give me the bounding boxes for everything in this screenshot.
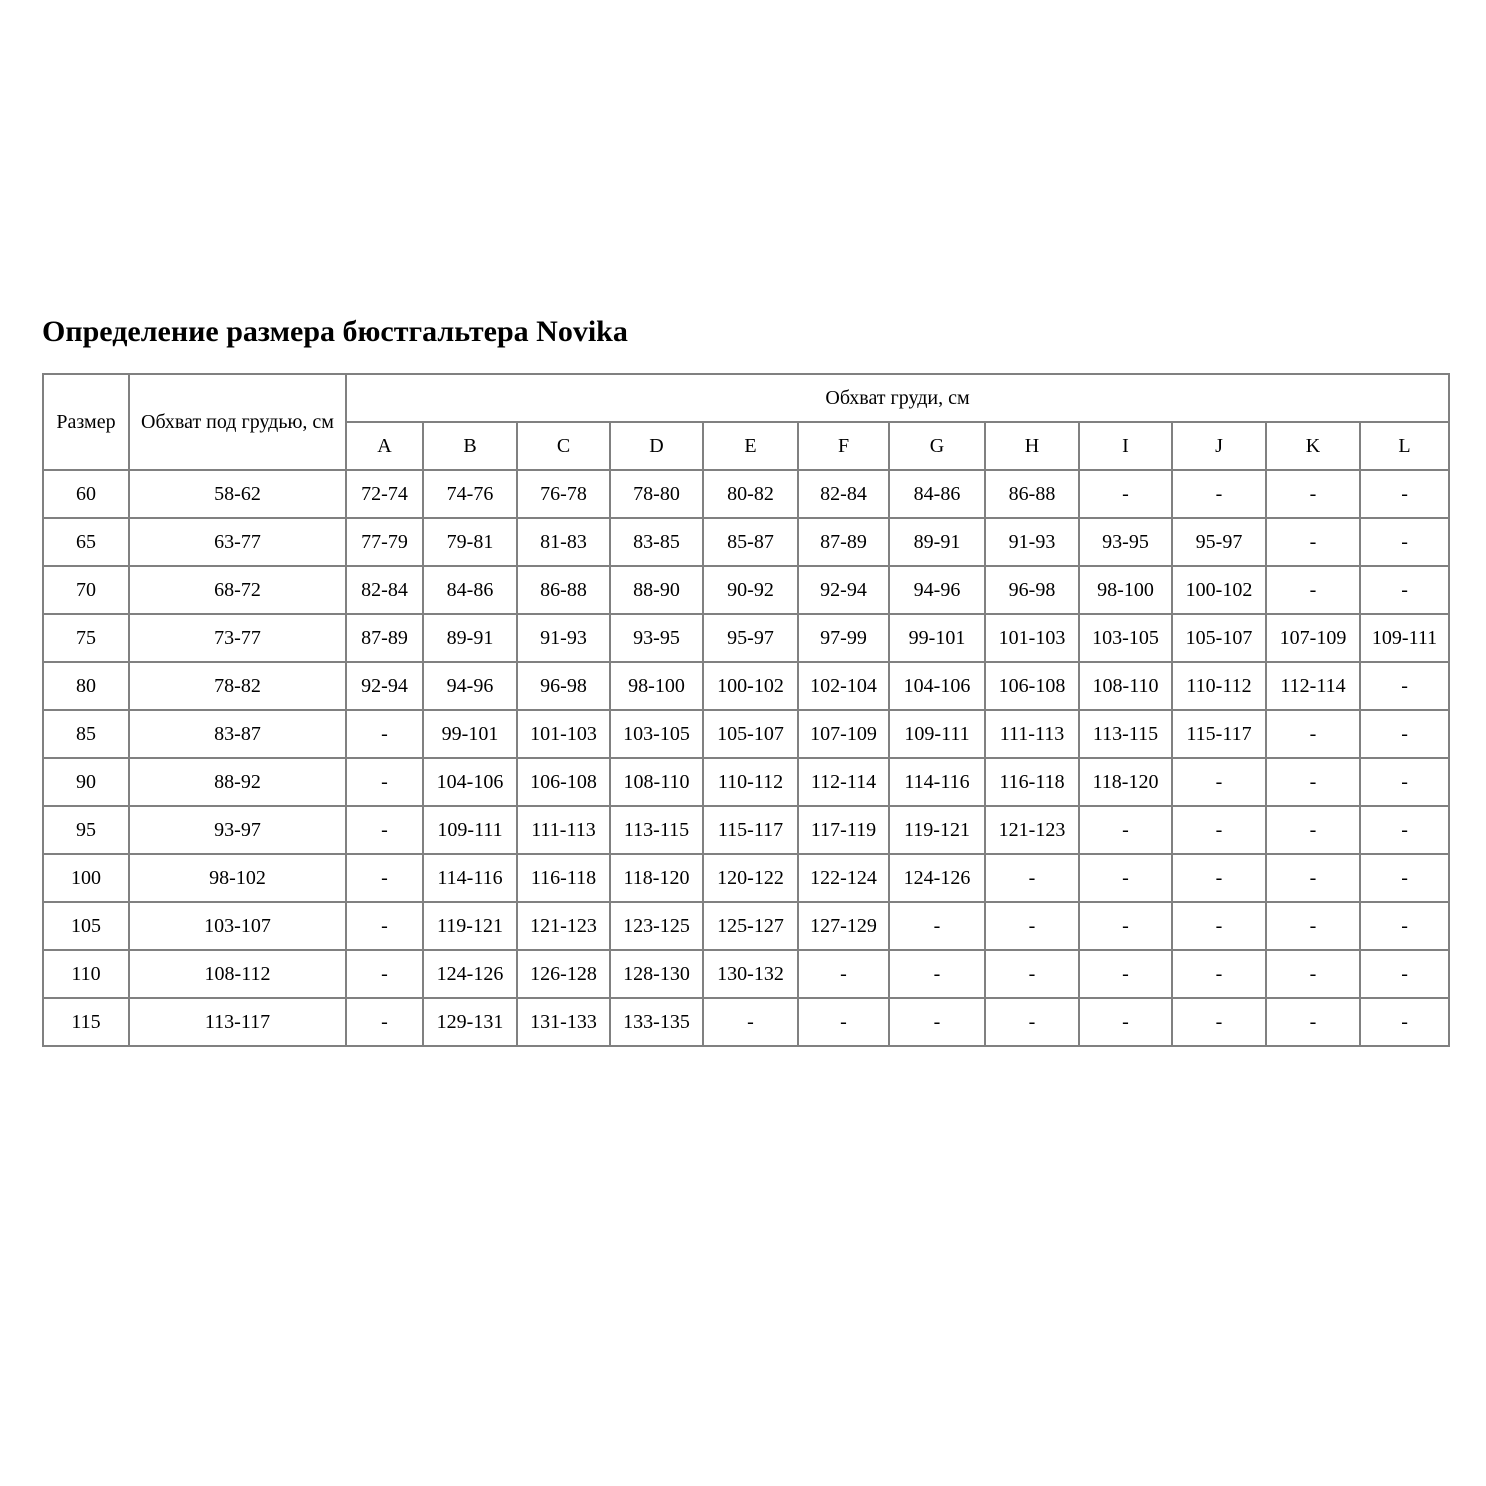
page-title: Определение размера бюстгальтера Novika bbox=[42, 315, 628, 348]
cup-range-cell: 129-131 bbox=[423, 998, 517, 1046]
cup-range-cell: - bbox=[703, 998, 798, 1046]
cup-range-cell: - bbox=[1360, 998, 1449, 1046]
header-cup-h: H bbox=[985, 422, 1079, 470]
cup-range-cell: 120-122 bbox=[703, 854, 798, 902]
cup-range-cell: 99-101 bbox=[423, 710, 517, 758]
header-row-top bbox=[43, 374, 1449, 422]
cup-range-cell: 124-126 bbox=[423, 950, 517, 998]
cup-range-cell: 114-116 bbox=[423, 854, 517, 902]
cup-range-cell: 119-121 bbox=[423, 902, 517, 950]
cup-range-cell: - bbox=[346, 806, 423, 854]
cup-range-cell: 118-120 bbox=[610, 854, 703, 902]
cup-range-cell: 93-95 bbox=[1079, 518, 1172, 566]
header-cup-c: C bbox=[517, 422, 610, 470]
size-cell: 85 bbox=[43, 710, 129, 758]
cup-range-cell: 77-79 bbox=[346, 518, 423, 566]
cup-range-cell: 80-82 bbox=[703, 470, 798, 518]
cup-range-cell: - bbox=[1172, 902, 1266, 950]
cup-range-cell: - bbox=[798, 950, 889, 998]
cup-range-cell: - bbox=[346, 950, 423, 998]
cup-range-cell: 109-111 bbox=[423, 806, 517, 854]
cup-range-cell: - bbox=[1079, 950, 1172, 998]
cup-range-cell: 78-80 bbox=[610, 470, 703, 518]
cup-range-cell: 93-95 bbox=[610, 614, 703, 662]
cup-range-cell: 106-108 bbox=[517, 758, 610, 806]
cup-range-cell: 115-117 bbox=[703, 806, 798, 854]
cup-range-cell: - bbox=[889, 998, 985, 1046]
underbust-cell: 98-102 bbox=[129, 854, 346, 902]
header-cup-k: K bbox=[1266, 422, 1360, 470]
cup-range-cell: - bbox=[1172, 806, 1266, 854]
cup-range-cell: 82-84 bbox=[346, 566, 423, 614]
size-cell: 105 bbox=[43, 902, 129, 950]
cup-range-cell: 131-133 bbox=[517, 998, 610, 1046]
table-row bbox=[43, 566, 1449, 614]
cup-range-cell: 83-85 bbox=[610, 518, 703, 566]
cup-range-cell: 92-94 bbox=[798, 566, 889, 614]
header-cup-a: A bbox=[346, 422, 423, 470]
cup-range-cell: - bbox=[346, 758, 423, 806]
cup-range-cell: 84-86 bbox=[423, 566, 517, 614]
cup-range-cell: 111-113 bbox=[517, 806, 610, 854]
cup-range-cell: 112-114 bbox=[798, 758, 889, 806]
size-cell: 100 bbox=[43, 854, 129, 902]
cup-range-cell: 95-97 bbox=[1172, 518, 1266, 566]
cup-range-cell: 117-119 bbox=[798, 806, 889, 854]
cup-range-cell: - bbox=[1266, 950, 1360, 998]
cup-range-cell: - bbox=[1266, 806, 1360, 854]
header-cup-d: D bbox=[610, 422, 703, 470]
cup-range-cell: 130-132 bbox=[703, 950, 798, 998]
table-row bbox=[43, 758, 1449, 806]
header-cup-j: J bbox=[1172, 422, 1266, 470]
cup-range-cell: - bbox=[985, 950, 1079, 998]
cup-range-cell: 94-96 bbox=[889, 566, 985, 614]
cup-range-cell: 108-110 bbox=[1079, 662, 1172, 710]
cup-range-cell: - bbox=[346, 998, 423, 1046]
cup-range-cell: 98-100 bbox=[1079, 566, 1172, 614]
table-row bbox=[43, 902, 1449, 950]
cup-range-cell: 86-88 bbox=[517, 566, 610, 614]
cup-range-cell: - bbox=[1266, 566, 1360, 614]
table-row bbox=[43, 998, 1449, 1046]
cup-range-cell: 108-110 bbox=[610, 758, 703, 806]
cup-range-cell: 86-88 bbox=[985, 470, 1079, 518]
cup-range-cell: 128-130 bbox=[610, 950, 703, 998]
cup-range-cell: - bbox=[985, 902, 1079, 950]
cup-range-cell: 89-91 bbox=[889, 518, 985, 566]
cup-range-cell: 118-120 bbox=[1079, 758, 1172, 806]
underbust-cell: 78-82 bbox=[129, 662, 346, 710]
cup-range-cell: - bbox=[346, 854, 423, 902]
header-cup-g: G bbox=[889, 422, 985, 470]
cup-range-cell: - bbox=[1172, 758, 1266, 806]
cup-range-cell: - bbox=[1360, 710, 1449, 758]
cup-range-cell: 87-89 bbox=[798, 518, 889, 566]
size-cell: 90 bbox=[43, 758, 129, 806]
cup-range-cell: 99-101 bbox=[889, 614, 985, 662]
size-cell: 60 bbox=[43, 470, 129, 518]
cup-range-cell: 119-121 bbox=[889, 806, 985, 854]
cup-range-cell: 105-107 bbox=[703, 710, 798, 758]
cup-range-cell: - bbox=[1266, 710, 1360, 758]
cup-range-cell: 110-112 bbox=[1172, 662, 1266, 710]
cup-range-cell: 96-98 bbox=[985, 566, 1079, 614]
size-cell: 65 bbox=[43, 518, 129, 566]
size-cell: 75 bbox=[43, 614, 129, 662]
cup-range-cell: 113-115 bbox=[1079, 710, 1172, 758]
cup-range-cell: 76-78 bbox=[517, 470, 610, 518]
cup-range-cell: 114-116 bbox=[889, 758, 985, 806]
cup-range-cell: - bbox=[1360, 470, 1449, 518]
table-row bbox=[43, 710, 1449, 758]
cup-range-cell: - bbox=[1266, 470, 1360, 518]
cup-range-cell: - bbox=[1360, 662, 1449, 710]
table-row bbox=[43, 614, 1449, 662]
cup-range-cell: 110-112 bbox=[703, 758, 798, 806]
table-row bbox=[43, 662, 1449, 710]
size-table bbox=[42, 373, 1450, 1047]
cup-range-cell: - bbox=[985, 998, 1079, 1046]
cup-range-cell: - bbox=[1360, 950, 1449, 998]
cup-range-cell: 121-123 bbox=[985, 806, 1079, 854]
table-row bbox=[43, 806, 1449, 854]
cup-range-cell: 109-111 bbox=[889, 710, 985, 758]
cup-range-cell: - bbox=[1360, 902, 1449, 950]
header-cup-f: F bbox=[798, 422, 889, 470]
cup-range-cell: 107-109 bbox=[798, 710, 889, 758]
header-size: Размер bbox=[43, 374, 129, 470]
cup-range-cell: 127-129 bbox=[798, 902, 889, 950]
cup-range-cell: - bbox=[1079, 902, 1172, 950]
header-cup-i: I bbox=[1079, 422, 1172, 470]
underbust-cell: 63-77 bbox=[129, 518, 346, 566]
cup-range-cell: 96-98 bbox=[517, 662, 610, 710]
cup-range-cell: 84-86 bbox=[889, 470, 985, 518]
header-bust-group: Обхват груди, см bbox=[346, 374, 1449, 422]
cup-range-cell: 98-100 bbox=[610, 662, 703, 710]
cup-range-cell: 82-84 bbox=[798, 470, 889, 518]
size-cell: 80 bbox=[43, 662, 129, 710]
cup-range-cell: - bbox=[1360, 758, 1449, 806]
cup-range-cell: 112-114 bbox=[1266, 662, 1360, 710]
cup-range-cell: 116-118 bbox=[985, 758, 1079, 806]
underbust-cell: 83-87 bbox=[129, 710, 346, 758]
cup-range-cell: - bbox=[1266, 998, 1360, 1046]
cup-range-cell: 94-96 bbox=[423, 662, 517, 710]
cup-range-cell: - bbox=[1360, 806, 1449, 854]
size-cell: 70 bbox=[43, 566, 129, 614]
size-cell: 95 bbox=[43, 806, 129, 854]
cup-range-cell: 116-118 bbox=[517, 854, 610, 902]
underbust-cell: 108-112 bbox=[129, 950, 346, 998]
underbust-cell: 103-107 bbox=[129, 902, 346, 950]
cup-range-cell: 111-113 bbox=[985, 710, 1079, 758]
cup-range-cell: - bbox=[798, 998, 889, 1046]
cup-range-cell: 101-103 bbox=[517, 710, 610, 758]
table-row bbox=[43, 470, 1449, 518]
table-row bbox=[43, 854, 1449, 902]
cup-range-cell: 133-135 bbox=[610, 998, 703, 1046]
cup-range-cell: 72-74 bbox=[346, 470, 423, 518]
cup-range-cell: 90-92 bbox=[703, 566, 798, 614]
cup-range-cell: 81-83 bbox=[517, 518, 610, 566]
cup-range-cell: 74-76 bbox=[423, 470, 517, 518]
cup-range-cell: 115-117 bbox=[1172, 710, 1266, 758]
cup-range-cell: - bbox=[889, 902, 985, 950]
cup-range-cell: 100-102 bbox=[1172, 566, 1266, 614]
size-cell: 115 bbox=[43, 998, 129, 1046]
size-cell: 110 bbox=[43, 950, 129, 998]
cup-range-cell: - bbox=[346, 902, 423, 950]
cup-range-cell: - bbox=[1172, 470, 1266, 518]
cup-range-cell: 79-81 bbox=[423, 518, 517, 566]
size-table-body bbox=[43, 470, 1449, 1046]
cup-range-cell: 91-93 bbox=[985, 518, 1079, 566]
cup-range-cell: 104-106 bbox=[423, 758, 517, 806]
cup-range-cell: 95-97 bbox=[703, 614, 798, 662]
cup-range-cell: - bbox=[1172, 998, 1266, 1046]
cup-range-cell: 124-126 bbox=[889, 854, 985, 902]
cup-range-cell: 85-87 bbox=[703, 518, 798, 566]
cup-range-cell: 87-89 bbox=[346, 614, 423, 662]
cup-range-cell: 109-111 bbox=[1360, 614, 1449, 662]
header-cup-l: L bbox=[1360, 422, 1449, 470]
underbust-cell: 113-117 bbox=[129, 998, 346, 1046]
underbust-cell: 93-97 bbox=[129, 806, 346, 854]
cup-range-cell: 89-91 bbox=[423, 614, 517, 662]
cup-range-cell: 107-109 bbox=[1266, 614, 1360, 662]
cup-range-cell: - bbox=[1360, 566, 1449, 614]
cup-range-cell: 104-106 bbox=[889, 662, 985, 710]
table-row bbox=[43, 518, 1449, 566]
cup-range-cell: 103-105 bbox=[1079, 614, 1172, 662]
cup-range-cell: - bbox=[1079, 806, 1172, 854]
table-row bbox=[43, 950, 1449, 998]
cup-range-cell: 88-90 bbox=[610, 566, 703, 614]
cup-range-cell: 122-124 bbox=[798, 854, 889, 902]
cup-range-cell: - bbox=[1079, 854, 1172, 902]
cup-range-cell: - bbox=[1266, 902, 1360, 950]
cup-range-cell: 92-94 bbox=[346, 662, 423, 710]
underbust-cell: 88-92 bbox=[129, 758, 346, 806]
cup-range-cell: - bbox=[1360, 854, 1449, 902]
cup-range-cell: - bbox=[1360, 518, 1449, 566]
cup-range-cell: 91-93 bbox=[517, 614, 610, 662]
cup-range-cell: 102-104 bbox=[798, 662, 889, 710]
cup-range-cell: 125-127 bbox=[703, 902, 798, 950]
cup-range-cell: - bbox=[1266, 518, 1360, 566]
cup-range-cell: - bbox=[1266, 758, 1360, 806]
underbust-cell: 73-77 bbox=[129, 614, 346, 662]
header-cup-e: E bbox=[703, 422, 798, 470]
cup-range-cell: - bbox=[1079, 998, 1172, 1046]
cup-range-cell: - bbox=[1172, 854, 1266, 902]
cup-range-cell: 123-125 bbox=[610, 902, 703, 950]
cup-range-cell: 103-105 bbox=[610, 710, 703, 758]
cup-range-cell: - bbox=[346, 710, 423, 758]
cup-range-cell: 121-123 bbox=[517, 902, 610, 950]
cup-range-cell: 105-107 bbox=[1172, 614, 1266, 662]
cup-range-cell: - bbox=[1172, 950, 1266, 998]
cup-range-cell: 106-108 bbox=[985, 662, 1079, 710]
cup-range-cell: 126-128 bbox=[517, 950, 610, 998]
cup-range-cell: - bbox=[985, 854, 1079, 902]
cup-range-cell: 113-115 bbox=[610, 806, 703, 854]
cup-range-cell: - bbox=[1079, 470, 1172, 518]
cup-range-cell: 101-103 bbox=[985, 614, 1079, 662]
header-cup-b: B bbox=[423, 422, 517, 470]
size-table-header bbox=[43, 374, 1449, 470]
underbust-cell: 58-62 bbox=[129, 470, 346, 518]
underbust-cell: 68-72 bbox=[129, 566, 346, 614]
cup-range-cell: 97-99 bbox=[798, 614, 889, 662]
header-underbust: Обхват под грудью, см bbox=[129, 374, 346, 470]
cup-range-cell: - bbox=[1266, 854, 1360, 902]
cup-range-cell: - bbox=[889, 950, 985, 998]
cup-range-cell: 100-102 bbox=[703, 662, 798, 710]
